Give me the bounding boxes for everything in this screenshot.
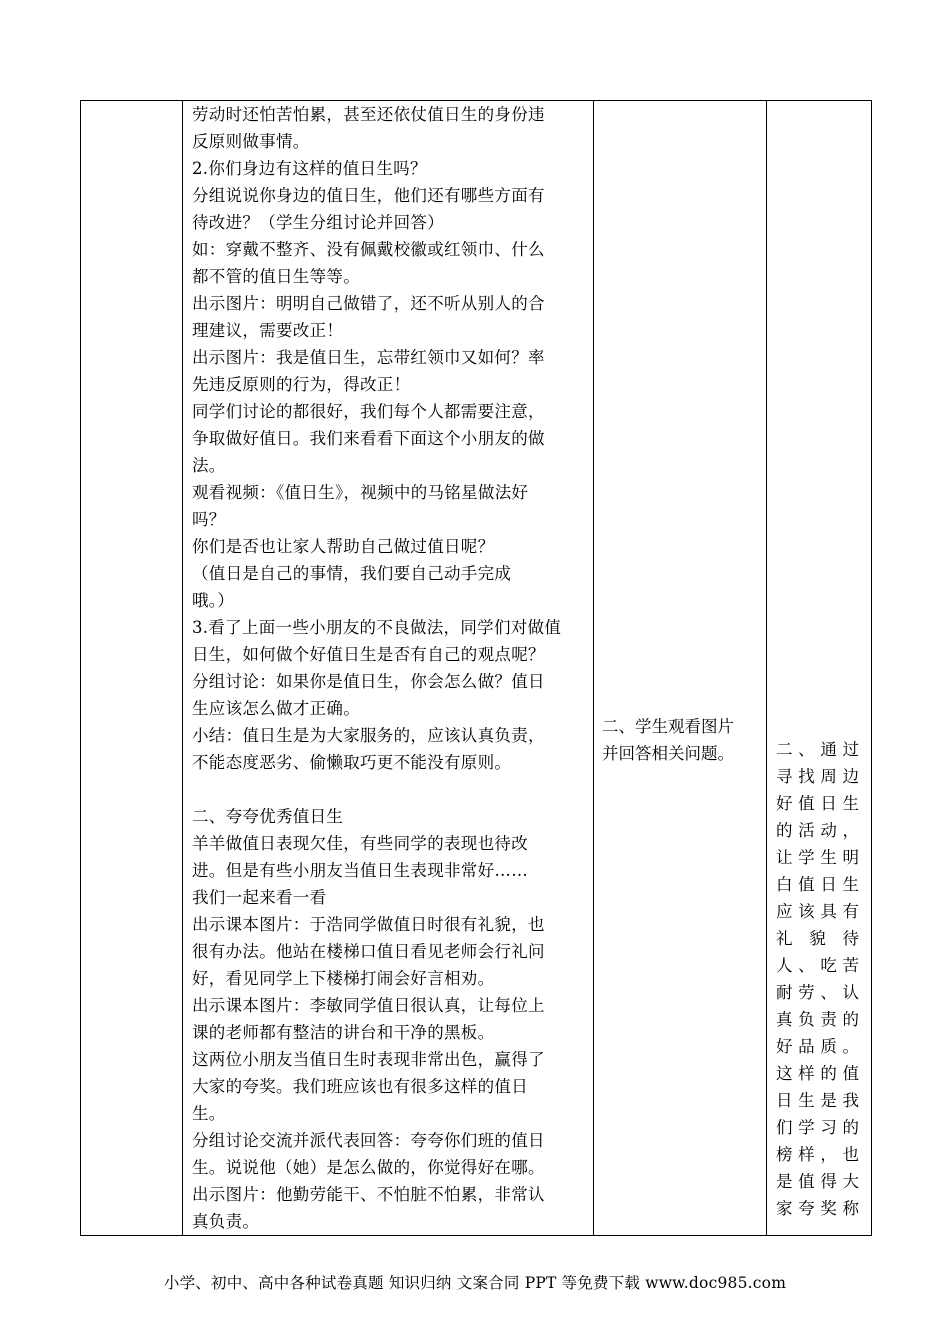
process-line: 先违反原则的行为，得改正！ [192,375,411,394]
student-activity-cell [594,101,767,1236]
student-activity-line: 二、学生观看图片 [602,717,734,736]
student-activity-text [594,101,766,767]
design-intent-line: 是值得大 [776,1172,863,1191]
process-line: 羊羊做值日表现欠佳，有些同学的表现也待改 [192,834,528,853]
process-line: 出示图片：明明自己做错了，还不听从别人的合 [192,294,545,313]
process-line: 日生，如何做个好值日生是否有自己的观点呢？ [192,645,545,664]
process-line: 都不管的值日生等等。 [192,267,360,286]
process-line: 分组讨论交流并派代表回答：夸夸你们班的值日 [192,1131,545,1150]
design-intent-text [767,101,871,1222]
design-intent-line: 们学习的 [776,1118,863,1137]
design-intent-line: 好值日生 [776,794,863,813]
process-line: 课的老师都有整洁的讲台和干净的黑板。 [192,1023,495,1042]
process-line: 大家的夸奖。我们班应该也有很多这样的值日 [192,1077,528,1096]
design-intent-line: 榜样，也 [776,1145,863,1164]
design-intent-line: 日生是我 [776,1091,863,1110]
process-line: 出示图片：他勤劳能干、不怕脏不怕累，非常认 [192,1185,545,1204]
design-intent-line: 家夸奖称 [776,1199,863,1218]
design-intent-line: 应该具有 [776,902,863,921]
process-line: 法。 [192,456,226,475]
design-intent-line: 耐劳、认 [776,983,863,1002]
teaching-process-cell [183,101,594,1236]
process-line: 分组讨论：如果你是值日生，你会怎么做？值日 [192,672,545,691]
process-line: 观看视频：《值日生》，视频中的马铭星做法好 [192,483,529,502]
design-intent-line: 寻找周边 [776,767,863,786]
process-line: 反原则做事情。 [192,132,310,151]
design-intent-line: 让学生明 [776,848,863,867]
process-line: 好，看见同学上下楼梯打闹会好言相劝。 [192,969,495,988]
process-line: 理建议，需要改正！ [192,321,344,340]
process-line: 同学们讨论的都很好，我们每个人都需要注意， [192,402,545,421]
process-line: 如：穿戴不整齐、没有佩戴校徽或红领巾、什么 [192,240,545,259]
process-line: （值日是自己的事情，我们要自己动手完成 [192,564,512,583]
process-line: 出示课本图片：李敏同学值日很认真，让每位上 [192,996,545,1015]
design-intent-line: 好品质。 [776,1037,863,1056]
process-line: 吗？ [192,510,226,529]
student-activity-line: 并回答相关问题。 [602,744,734,763]
process-line: 小结：值日生是为大家服务的，应该认真负责， [192,726,545,745]
design-intent-line: 这样的值 [776,1064,863,1083]
blank-line [192,776,585,803]
teaching-process-text [183,101,593,1235]
empty-cell [81,101,183,1236]
process-line: 进。但是有些小朋友当值日生表现非常好…… [192,861,528,880]
process-line: 哦。） [192,591,235,610]
process-line: 2.你们身边有这样的值日生吗？ [192,159,427,178]
table-row [81,101,872,1236]
process-line: 你们是否也让家人帮助自己做过值日呢？ [192,537,495,556]
process-line: 出示图片：我是值日生，忘带红领巾又如何？率 [192,348,545,367]
design-intent-line: 白值日生 [776,875,863,894]
process-line: 这两位小朋友当值日生时表现非常出色，赢得了 [192,1050,545,1069]
design-intent-line: 二、通过 [776,740,863,759]
process-line: 不能态度恶劣、偷懒取巧更不能没有原则。 [192,753,512,772]
process-line: 出示课本图片：于浩同学做值日时很有礼貌，也 [192,915,545,934]
design-intent-line: 真负责的 [776,1010,863,1029]
process-line: 二、夸夸优秀值日生 [192,807,344,826]
process-line: 分组说说你身边的值日生，他们还有哪些方面有 [192,186,545,205]
lesson-plan-table [80,100,872,1236]
process-line: 3.看了上面一些小朋友的不良做法，同学们对做值 [192,618,562,637]
process-line: 我们一起来看一看 [192,888,327,907]
process-line: 生。 [192,1104,226,1123]
process-line: 争取做好值日。我们来看看下面这个小朋友的做 [192,429,545,448]
design-intent-cell [767,101,872,1236]
process-line: 待改进？（学生分组讨论并回答） [192,213,444,232]
process-line: 劳动时还怕苦怕累，甚至还依仗值日生的身份违 [192,105,545,124]
process-line: 很有办法。他站在楼梯口值日看见老师会行礼问 [192,942,545,961]
process-line: 真负责。 [192,1212,260,1231]
design-intent-line: 人、吃苦 [776,956,863,975]
design-intent-line: 的活动， [776,821,863,840]
process-line: 生。说说他（她）是怎么做的，你觉得好在哪。 [192,1158,545,1177]
design-intent-line: 礼貌待 [776,929,863,948]
page-footer: 小学、初中、高中各种试卷真题 知识归纳 文案合同 PPT 等免费下载 www.doc985.com [163,1274,787,1292]
process-line: 生应该怎么做才正确。 [192,699,360,718]
